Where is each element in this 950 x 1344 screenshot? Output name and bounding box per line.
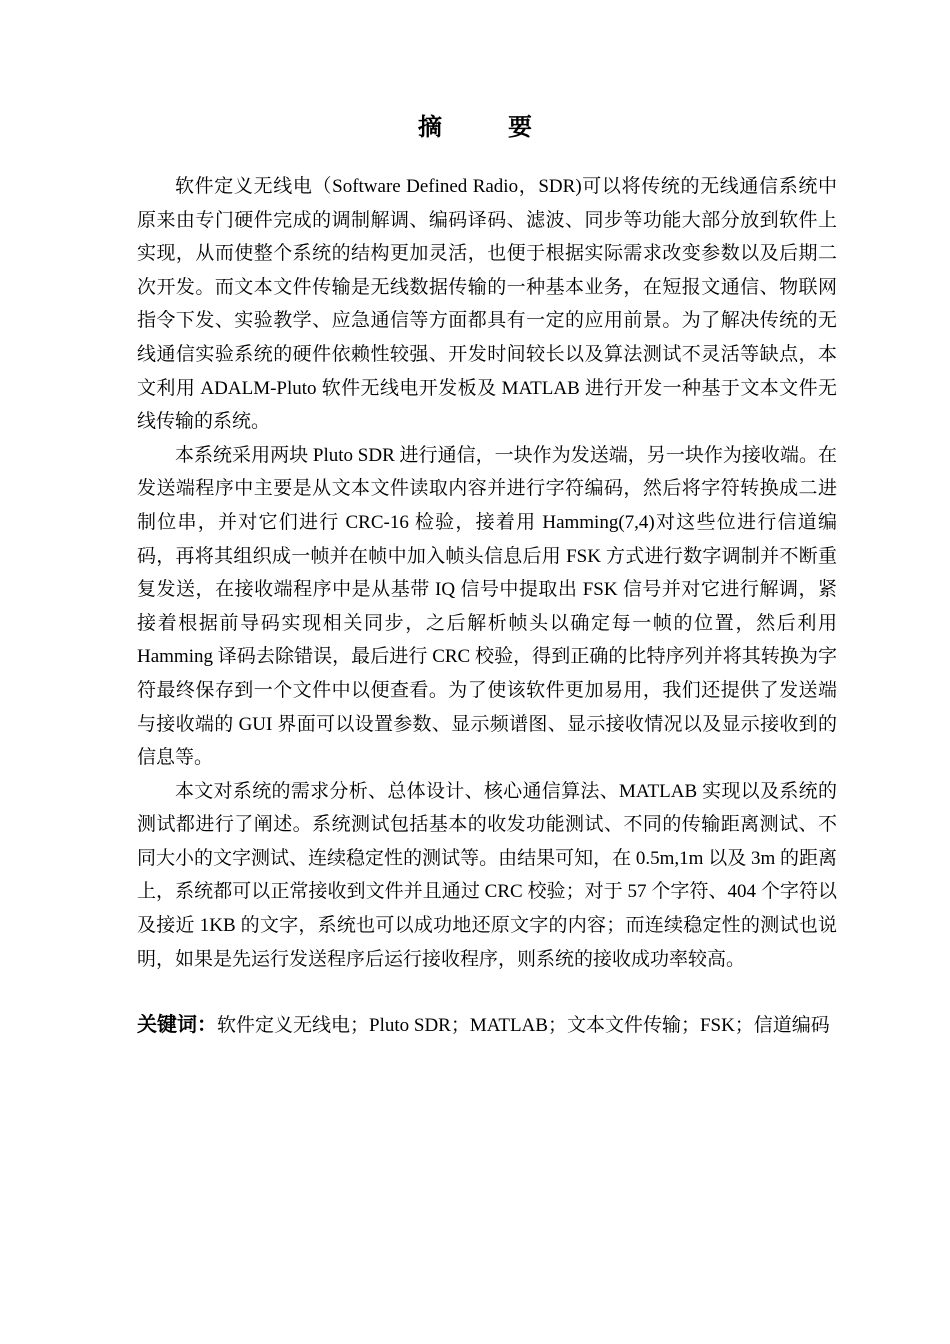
abstract-paragraph-2: 本系统采用两块 Pluto SDR 进行通信，一块作为发送端，另一块作为接收端。在发送端程序中主要是从文本文件读取内容并进行字符编码，然后将字符转换成二进制位串，并对它们进行 CRC-16 检验，接着用 Hamming(7,4)对这些位进行信道编码，再将其组织成一帧并在帧中加入帧头信息后用 FSK 方式进行数字调制并不断重复发送，在接收端程序中是从基带 IQ 信号中提取出 FSK 信号并对它进行解调，紧接着根据前导码实现相关同步，之后解析帧头以确定每一帧的位置，然后利用 Hamming 译码去除错误，最后进行 CRC 校验，得到正确的比特序列并将其转换为字符最终保存到一个文件中以便查看。为了使该软件更加易用，我们还提供了发送端与接收端的 GUI 界面可以设置参数、显示频谱图、显示接收情况以及显示接收到的信息等。: [137, 444, 837, 769]
abstract-title: 摘 要: [418, 115, 562, 141]
keywords-line: [137, 1008, 837, 1043]
keywords-text: 软件定义无线电；Pluto SDR；MATLAB；文本文件传输；FSK；信道编码: [217, 1015, 830, 1037]
abstract-paragraph-3: 本文对系统的需求分析、总体设计、核心通信算法、MATLAB 实现以及系统的测试都进行了阐述。系统测试包括基本的收发功能测试、不同的传输距离测试、不同大小的文字测试、连续稳定性的测试等。由结果可知，在 0.5m,1m 以及 3m 的距离上，系统都可以正常接收到文件并且通过 CRC 校验；对于 57 个字符、404 个字符以及接近 1KB 的文字，系统也可以成功地还原文字的内容；而连续稳定性的测试也说明，如果是先运行发送程序后运行接收程序，则系统的接收成功率较高。: [137, 780, 837, 970]
abstract-paragraph-1: 软件定义无线电（Software Defined Radio，SDR)可以将传统的无线通信系统中原来由专门硬件完成的调制解调、编码译码、滤波、同步等功能大部分放到软件上实现，从而使整个系统的结构更加灵活，也便于根据实际需求改变参数以及后期二次开发。而文本文件传输是无线数据传输的一种基本业务，在短报文通信、物联网指令下发、实验教学、应急通信等方面都具有一定的应用前景。为了解决传统的无线通信实验系统的硬件依赖性较强、开发时间较长以及算法测试不灵活等缺点，本文利用 ADALM-Pluto 软件无线电开发板及 MATLAB 进行开发一种基于文本文件无线传输的系统。: [137, 176, 837, 433]
abstract-body: [137, 170, 837, 1043]
keywords-label: 关键词：: [137, 1012, 217, 1037]
